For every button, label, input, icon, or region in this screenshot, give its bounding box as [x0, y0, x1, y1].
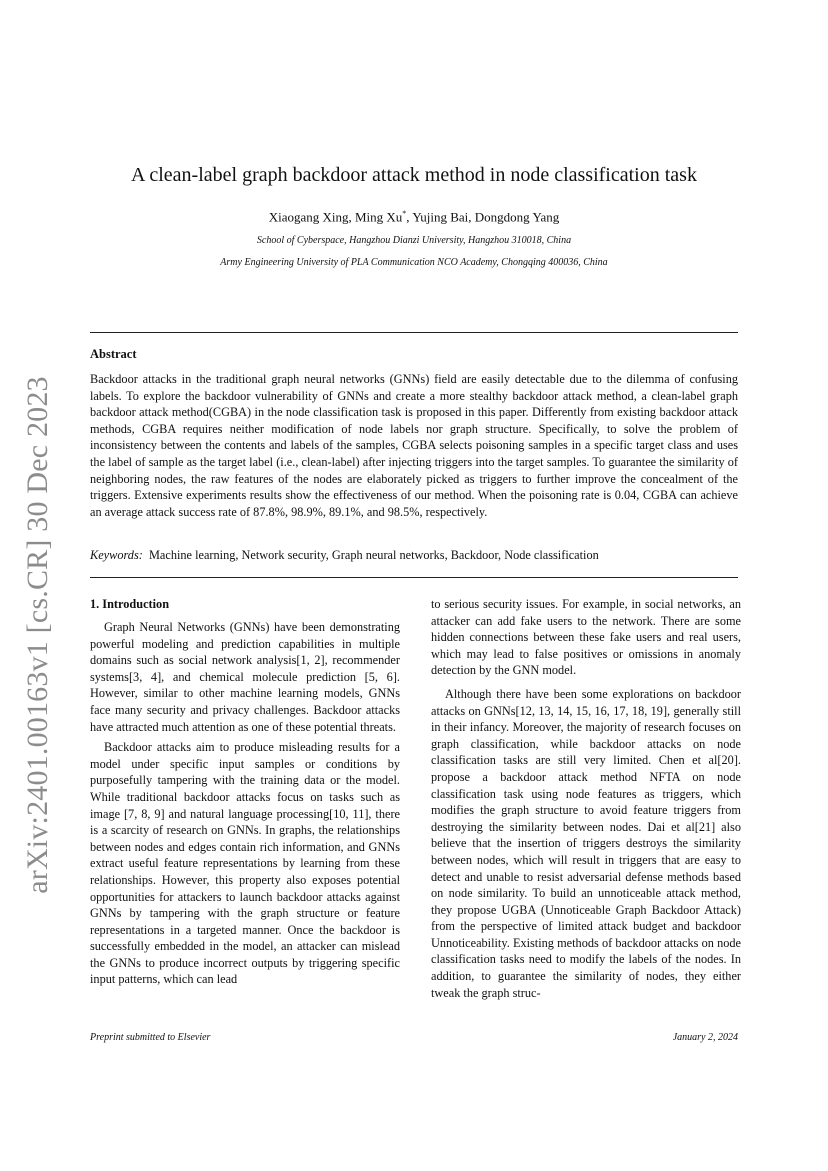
arxiv-side-stamp — [18, 376, 58, 894]
authors-rest: , Yujing Bai, Dongdong Yang — [406, 209, 560, 225]
paper-title: A clean-label graph backdoor attack method in node classification task — [131, 164, 697, 186]
section-heading-introduction: 1. Introduction — [90, 597, 170, 611]
author-list — [90, 209, 738, 225]
abstract-text: Backdoor attacks in the traditional graph neural networks (GNNs) field are easily detectable due to the dilemma of confusing labels. To explore the backdoor vulnerability of GNNs and create a more stealthy backdoor attack method, a clean-label graph backdoor attack method(CGBA) in the node classification task is proposed in this paper. Differently from existing backdoor attack methods, CGBA requires neither modification of node labels nor graph structure. Specifically, to solve the problem of inconsistency between the contents and labels of the samples, CGBA selects poisoning samples in a specific target class and uses the label of sample as the target label (i.e., clean-label) after injecting triggers into the target samples. To guarantee the similarity of neighboring nodes, the raw features of the nodes are elaborately picked as triggers to further improve the concealment of the triggers. Extensive experiments results show the effectiveness of our method. When the poisoning rate is 0.04, CGBA can achieve an average attack success rate of 87.8%, 98.9%, 89.1%, and 98.5%, respectively. — [90, 372, 738, 519]
keywords-label: Keywords: — [90, 548, 143, 562]
abstract-heading: Abstract — [90, 347, 137, 361]
footer-date: January 2, 2024 — [672, 1032, 738, 1043]
intro-paragraph-2: Backdoor attacks aim to produce misleading results for a model under specific input samples or conditions by purposefully tampering with the training data or the model. While traditional backdoor attacks focus on tasks such as image [7, 8, 9] and natural language processing[10, 11], there is a scarcity of research on GNNs. In graphs, the relationships between nodes and edges contain rich information, and GNNs extract useful feature representations by learning from these relationships. However, this property also exposes potential opportunities for attackers to launch backdoor attacks against GNNs by tampering with the graph structure or feature representations in a targeted manner. Once the backdoor is successfully embedded in the model, an attacker can mislead the GNNs to produce incorrect outputs by triggering specific input patterns, which can lead — [90, 740, 400, 987]
arxiv-identifier: arXiv:2401.00163v1 [cs.CR] 30 Dec 2023 — [21, 376, 54, 894]
intro-paragraph-1: Graph Neural Networks (GNNs) have been demonstrating powerful modeling and prediction capabilities in multiple domains such as social network analysis[1, 2], recommender systems[3, 4], and chemical molecule prediction [5, 6]. However, similar to other machine learning models, GNNs face many security and privacy challenges. Backdoor attacks have attracted much attention as one of these potential threats. — [90, 620, 400, 734]
intro-paragraph-3: to serious security issues. For example, in social networks, an attacker can add fake users to the network. There are some hidden connections between these fake users and real users, which may lead to false positives or omissions in anomaly detection by the GNN model. — [431, 597, 741, 678]
keywords-text: Machine learning, Network security, Graph neural networks, Backdoor, Node classification — [148, 548, 599, 562]
right-column — [431, 596, 741, 1001]
top-divider — [90, 332, 738, 333]
footer-preprint-note: Preprint submitted to Elsevier — [90, 1032, 211, 1043]
intro-paragraph-4: Although there have been some explorations on backdoor attacks on GNNs[12, 13, 14, 15, 16, 17, 18, 19], generally still in their infancy. Moreover, the majority of research focuses on graph classification, while backdoor attacks on node classification tasks are still very limited. Chen et al[20]. propose a backdoor attack method NFTA on node classification task using node features as triggers, which modifies the graph structure to avoid feature triggers from destroying the similarity between nodes. Dai et al[21] also believe that the insertion of triggers destroys the similarity between nodes, which will result in triggers that are easy to detect and unable to resist adversarial defense methods based on node similarity. To build an unnoticeable attack method, they propose UGBA (Unnoticeable Graph Backdoor Attack) from the perspective of limited attack budget and backdoor Unnoticeability. Existing methods of backdoor attacks on node classification tasks need to modify the labels of the nodes. In addition, to guarantee the similarity of nodes, they either tweak the graph struc- — [431, 686, 741, 1000]
affiliation-1: School of Cyberspace, Hangzhou Dianzi University, Hangzhou 310018, China — [256, 235, 572, 246]
corresponding-author-mark: * — [402, 209, 407, 218]
authors-first: Xiaogang Xing, Ming Xu — [268, 209, 403, 225]
affiliation-2: Army Engineering University of PLA Communication NCO Academy, Chongqing 400036, China — [220, 257, 608, 268]
keywords-line — [90, 548, 738, 563]
bottom-divider — [90, 577, 738, 578]
left-column — [90, 596, 400, 988]
